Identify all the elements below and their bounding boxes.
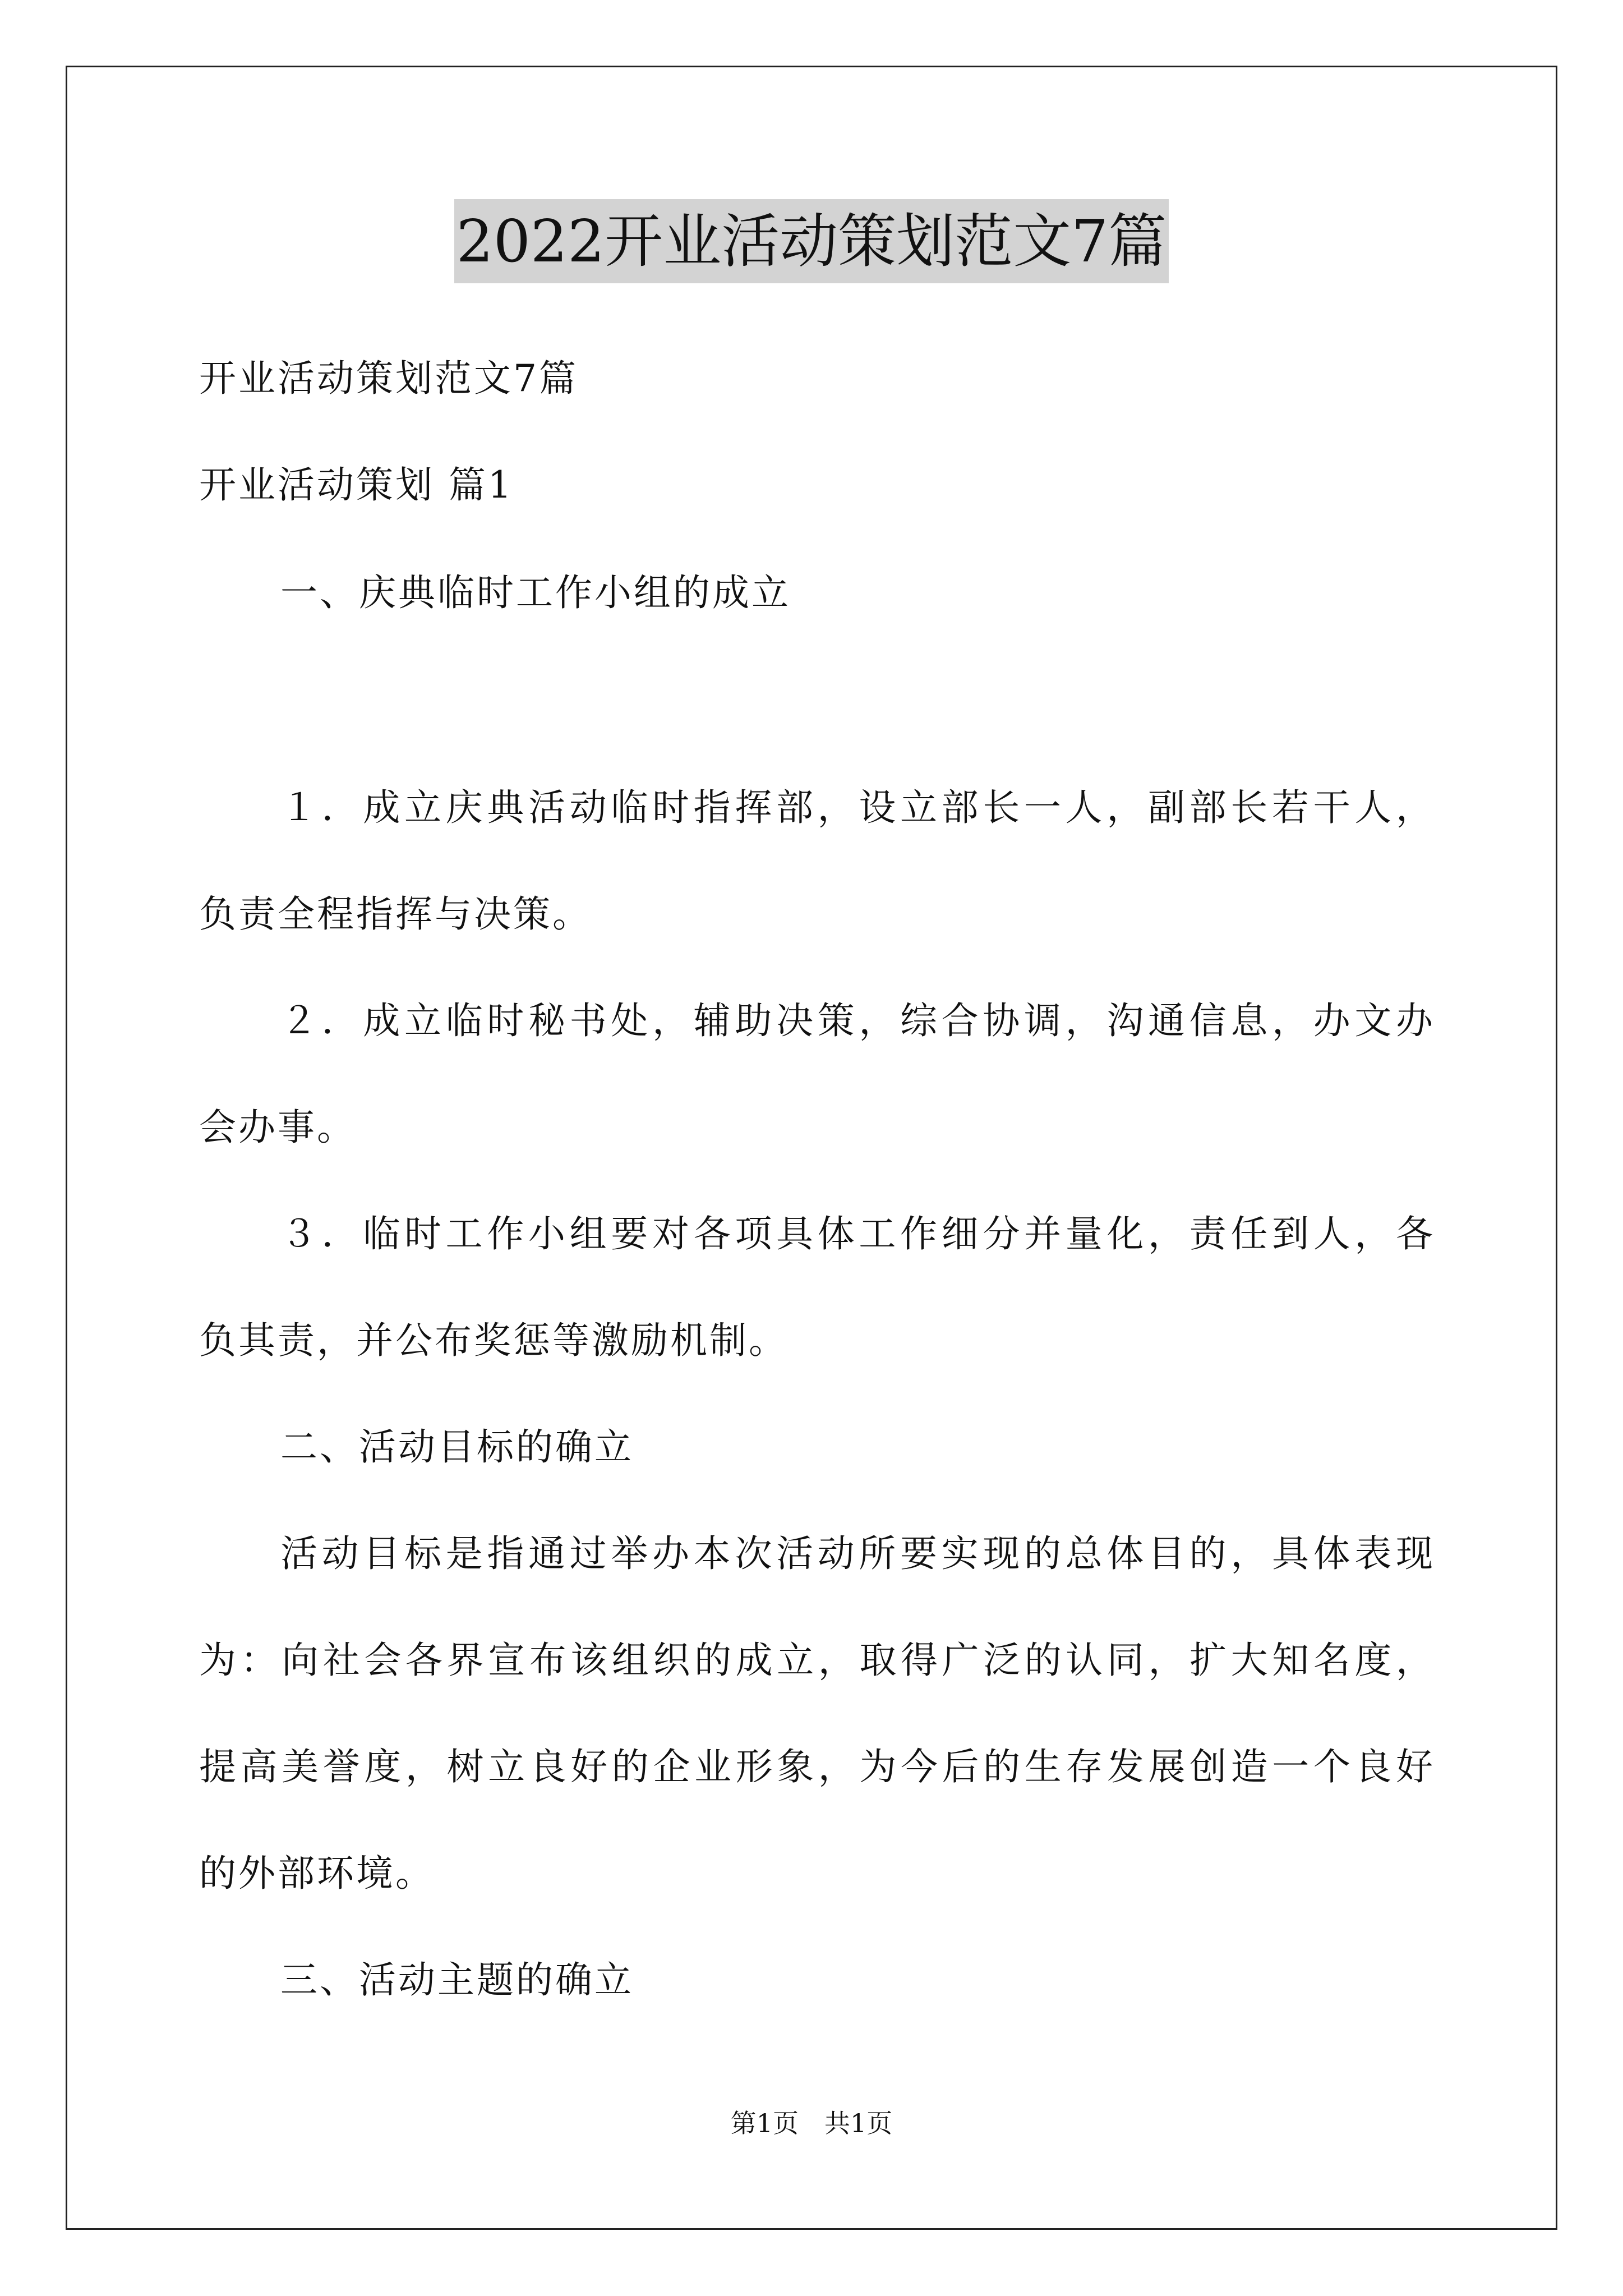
section-heading: 开业活动策划 篇1	[199, 463, 514, 507]
document-title: 2022开业活动策划范文7篇	[454, 199, 1169, 283]
paragraph-line: 提高美誉度，树立良好的企业形象，为今后的生存发展创造一个良好	[199, 1745, 1433, 1788]
paragraph-line: 为：向社会各界宣布该组织的成立，取得广泛的认同，扩大知名度，	[199, 1639, 1433, 1682]
title-container	[0, 199, 1623, 283]
heading-line-2: 二、活动目标的确立	[280, 1425, 634, 1469]
paragraph-line: 的外部环境。	[199, 1852, 435, 1895]
document-subtitle: 开业活动策划范文7篇	[199, 357, 578, 400]
page-footer: 第1页 共1页	[730, 2108, 893, 2138]
heading-line-3: 三、活动主题的确立	[280, 1958, 634, 2001]
paragraph-line: 负责全程指挥与决策。	[199, 892, 592, 936]
paragraph-line: ２．成立临时秘书处，辅助决策，综合协调，沟通信息，办文办	[280, 999, 1433, 1042]
paragraph-line: ３．临时工作小组要对各项具体工作细分并量化，责任到人，各	[280, 1212, 1433, 1255]
paragraph-line: 负其责，并公布奖惩等激励机制。	[199, 1319, 788, 1362]
paragraph-line: 活动目标是指通过举办本次活动所要实现的总体目的，具体表现	[280, 1532, 1433, 1575]
paragraph-line: １．成立庆典活动临时指挥部，设立部长一人，副部长若干人，	[280, 786, 1433, 829]
heading-line-1: 一、庆典临时工作小组的成立	[280, 571, 791, 614]
paragraph-line: 会办事。	[199, 1106, 356, 1149]
